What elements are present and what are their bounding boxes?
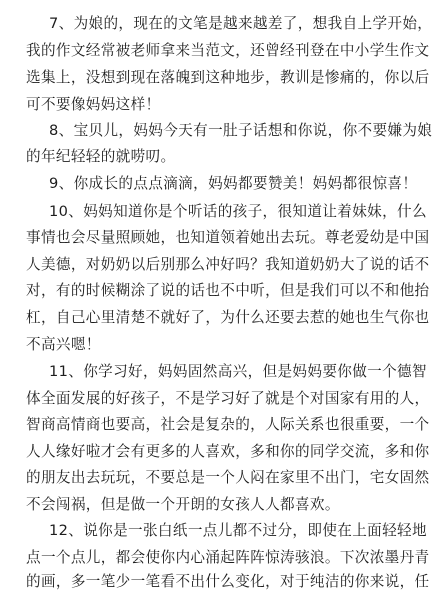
text-line: 我的作文经常被老师拿来当范文，还曾经刊登在中小学生作文 — [26, 42, 430, 59]
text-line: 可不要像妈妈这样！ — [26, 96, 161, 113]
text-line: 智商高情商也要高，社会是复杂的，人际关系也很重要，一个 — [26, 416, 430, 433]
text-line: 杠，自己心里清楚不就好了，为什么还要去惹的她也生气你也 — [26, 309, 430, 326]
text-line: 的年纪轻轻的就唠叨。 — [26, 148, 176, 165]
text-line: 8、宝贝儿，妈妈今天有一肚子话想和你说，你不要嫌为娘 — [49, 122, 432, 139]
text-line: 9、你成长的点点滴滴，妈妈都要赞美！妈妈都很惊喜！ — [49, 175, 418, 192]
text-line: 11、你学习好，妈妈固然高兴，但是妈妈要你做一个德智 — [49, 363, 427, 380]
text-line: 选集上，没想到现在落魄到这种地步，教训是惨痛的，你以后 — [26, 69, 430, 86]
text-line: 的画，多一笔少一笔看不出什么变化，对于纯洁的你来说，任 — [26, 573, 430, 590]
text-line: 10、妈妈知道你是个听话的孩子，很知道让着妹妹，什么 — [49, 203, 427, 220]
text-line: 12、说你是一张白纸一点儿都不过分，即使在上面轻轻地 — [49, 522, 427, 539]
text-line: 对，有的时候糊涂了说的话也不中听，但是我们可以不和他抬 — [26, 282, 430, 299]
text-line: 7、为娘的，现在的文笔是越来越差了，想我自上学开始， — [49, 15, 432, 32]
text-line: 体全面发展的好孩子，不是学习好了就是个对国家有用的人， — [26, 390, 430, 407]
text-line: 的朋友出去玩玩，不要总是一个人闷在家里不出门，宅女固然 — [26, 469, 430, 486]
text-line: 人人缘好啦才会有更多的人喜欢，多和你的同学交流，多和你 — [26, 443, 430, 460]
text-line: 人美德，对奶奶以后别那么冲好吗？我知道奶奶大了说的话不 — [26, 256, 430, 273]
text-line: 点一个点儿，都会使你内心涌起阵阵惊涛骇浪。下次浓墨丹青 — [26, 549, 430, 566]
text-line: 不高兴嗯！ — [26, 336, 101, 353]
text-line: 事情也会尽量照顾她，也知道领着她出去玩。尊老爱幼是中国 — [26, 229, 430, 246]
text-line: 不会闯祸，但是做一个开朗的女孩人人都喜欢。 — [26, 496, 340, 513]
